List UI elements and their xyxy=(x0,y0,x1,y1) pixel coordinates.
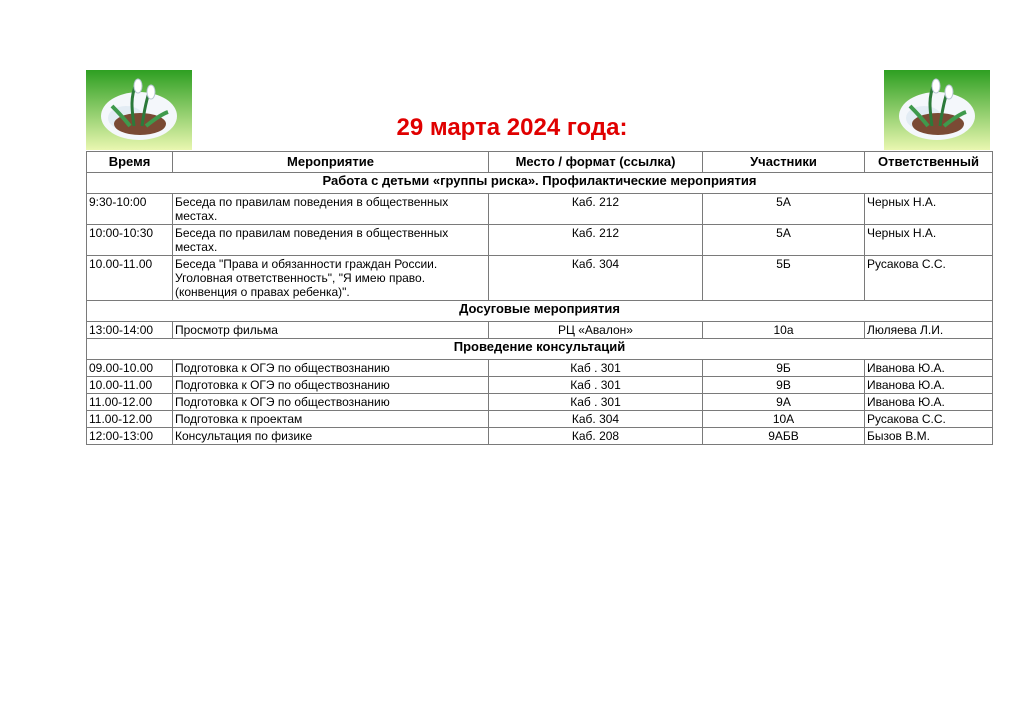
cell-event: Консультация по физике xyxy=(173,428,489,445)
cell-place: Каб. 208 xyxy=(489,428,703,445)
table-row xyxy=(87,256,993,301)
section-row xyxy=(87,173,993,194)
cell-responsible: Русакова С.С. xyxy=(865,256,993,301)
cell-participants: 5А xyxy=(703,225,865,256)
cell-participants: 5Б xyxy=(703,256,865,301)
cell-place: Каб . 301 xyxy=(489,394,703,411)
cell-time: 9:30-10:00 xyxy=(87,194,173,225)
cell-event: Подготовка к проектам xyxy=(173,411,489,428)
section-row xyxy=(87,339,993,360)
table-row xyxy=(87,194,993,225)
cell-responsible: Бызов В.М. xyxy=(865,428,993,445)
cell-place: Каб . 301 xyxy=(489,360,703,377)
header-responsible: Ответственный xyxy=(865,152,993,173)
cell-time: 11.00-12.00 xyxy=(87,411,173,428)
cell-responsible: Русакова С.С. xyxy=(865,411,993,428)
cell-time: 11.00-12.00 xyxy=(87,394,173,411)
cell-event: Подготовка к ОГЭ по обществознанию xyxy=(173,377,489,394)
header-event: Мероприятие xyxy=(173,152,489,173)
cell-responsible: Иванова Ю.А. xyxy=(865,394,993,411)
cell-event: Беседа по правилам поведения в общественных местах. xyxy=(173,194,489,225)
cell-event: Беседа по правилам поведения в общественных местах. xyxy=(173,225,489,256)
cell-place: РЦ «Авалон» xyxy=(489,322,703,339)
cell-responsible: Иванова Ю.А. xyxy=(865,360,993,377)
cell-event: Подготовка к ОГЭ по обществознанию xyxy=(173,394,489,411)
cell-time: 09.00-10.00 xyxy=(87,360,173,377)
header-participants: Участники xyxy=(703,152,865,173)
table-row xyxy=(87,225,993,256)
cell-time: 10:00-10:30 xyxy=(87,225,173,256)
cell-responsible: Черных Н.А. xyxy=(865,194,993,225)
table-row xyxy=(87,394,993,411)
table-row xyxy=(87,377,993,394)
cell-place: Каб. 304 xyxy=(489,256,703,301)
table-header-row xyxy=(87,152,993,173)
cell-participants: 9А xyxy=(703,394,865,411)
cell-event: Беседа "Права и обязанности граждан России. Уголовная ответственность", "Я имею право. (конвенция о правах ребенка)". xyxy=(173,256,489,301)
cell-event: Подготовка к ОГЭ по обществознанию xyxy=(173,360,489,377)
table-row xyxy=(87,360,993,377)
section-title: Досуговые мероприятия xyxy=(87,301,993,322)
header-place: Место / формат (ссылка) xyxy=(489,152,703,173)
cell-place: Каб . 301 xyxy=(489,377,703,394)
cell-participants: 10а xyxy=(703,322,865,339)
cell-responsible: Черных Н.А. xyxy=(865,225,993,256)
cell-place: Каб. 304 xyxy=(489,411,703,428)
cell-participants: 9Б xyxy=(703,360,865,377)
cell-participants: 10А xyxy=(703,411,865,428)
cell-place: Каб. 212 xyxy=(489,194,703,225)
schedule-table xyxy=(86,151,993,445)
header-time: Время xyxy=(87,152,173,173)
section-title: Проведение консультаций xyxy=(87,339,993,360)
cell-event: Просмотр фильма xyxy=(173,322,489,339)
cell-participants: 9АБВ xyxy=(703,428,865,445)
cell-responsible: Люляева Л.И. xyxy=(865,322,993,339)
section-title: Работа с детьми «группы риска». Профилактические мероприятия xyxy=(87,173,993,194)
table-row xyxy=(87,428,993,445)
cell-responsible: Иванова Ю.А. xyxy=(865,377,993,394)
cell-participants: 9В xyxy=(703,377,865,394)
cell-place: Каб. 212 xyxy=(489,225,703,256)
table-row xyxy=(87,411,993,428)
cell-time: 10.00-11.00 xyxy=(87,377,173,394)
cell-time: 13:00-14:00 xyxy=(87,322,173,339)
cell-time: 10.00-11.00 xyxy=(87,256,173,301)
section-row xyxy=(87,301,993,322)
page-title: 29 марта 2024 года: xyxy=(396,114,628,141)
table-row xyxy=(87,322,993,339)
cell-participants: 5А xyxy=(703,194,865,225)
cell-time: 12:00-13:00 xyxy=(87,428,173,445)
